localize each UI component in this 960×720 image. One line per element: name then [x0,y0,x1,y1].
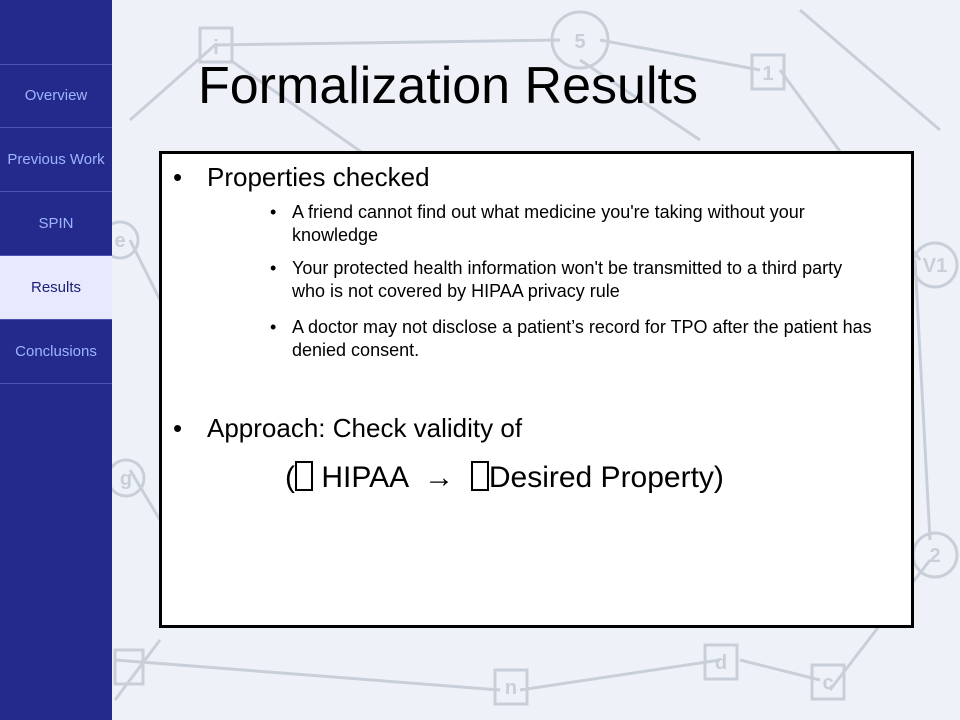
nav-item-previous-work[interactable] [0,128,112,192]
nav-item-label: Overview [24,87,88,104]
bullet-icon: • [270,317,277,337]
nav-item-label: Previous Work [7,150,105,168]
implies-arrow-icon: → [424,461,455,494]
approach-heading-text: Approach: Check validity of [207,413,523,443]
nav-item-label: SPIN [38,214,74,232]
formula-open-paren: ( [285,461,295,494]
missing-glyph-icon [295,461,313,491]
formula [285,461,724,495]
property-item [270,257,872,303]
bg-node-label: c [822,672,834,694]
property-item-text: A friend cannot find out what medicine you're taking without your knowledge [292,202,805,245]
properties-heading [173,162,430,193]
bg-node-label: n [504,677,518,699]
properties-heading-text: Properties checked [207,162,430,192]
formula-desired-property: Desired Property) [488,461,724,494]
bg-node-label: e [114,230,126,252]
property-item-text: Your protected health information won't be transmitted to a third party who is not covered by HIPAA privacy rule [292,258,843,301]
bullet-icon: • [270,258,277,278]
property-item-text: A doctor may not disclose a patient’s record for TPO after the patient has denied consent. [292,317,872,360]
bg-node-label: 2 [929,545,941,567]
property-item [270,201,872,247]
approach-heading [173,413,523,444]
bg-node-label: 5 [574,31,586,53]
property-item [270,316,872,362]
bg-node-label: g [119,468,133,490]
bg-node-label: 1 [762,63,774,85]
sidebar-nav [0,0,112,720]
formula-hipaa: HIPAA [321,461,408,494]
content-box [159,151,914,628]
bg-node-label: i [213,37,219,59]
nav-item-label: Results [30,278,82,296]
nav-item-label: Conclusions [15,342,97,360]
missing-glyph-icon [471,461,489,491]
nav-item-overview[interactable] [0,64,112,128]
nav-item-results[interactable] [0,256,112,320]
slide-title: Formalization Results [198,57,698,115]
bg-node-label: d [714,652,728,674]
bg-node-label: V1 [922,255,948,277]
nav-item-spin[interactable] [0,192,112,256]
nav-item-conclusions[interactable] [0,320,112,384]
bullet-icon: • [173,413,183,443]
bullet-icon: • [173,162,183,192]
bullet-icon: • [270,202,277,222]
